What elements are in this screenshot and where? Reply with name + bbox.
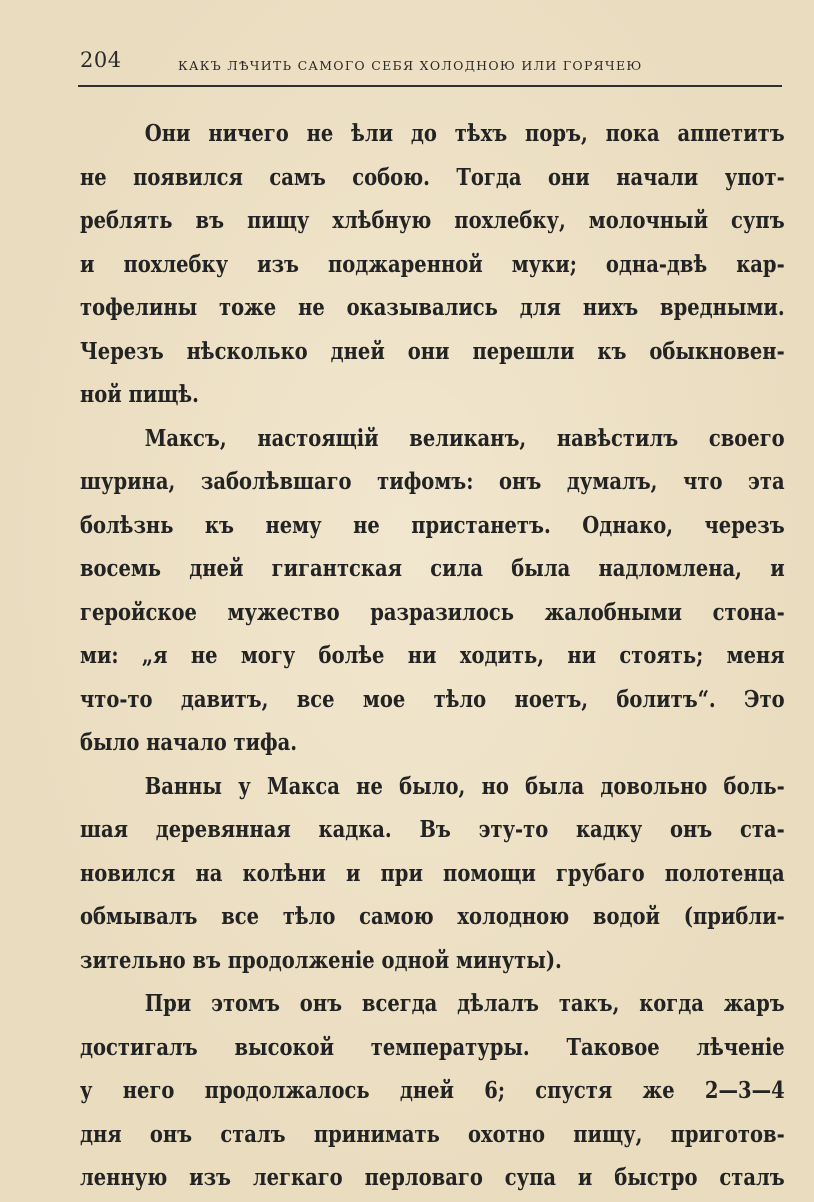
text-line: болѣзнь къ нему не пристанетъ. Однако, черезъ: [80, 510, 785, 539]
text-line: восемь дней гигантская сила была надломлена, и: [80, 554, 785, 582]
text-line: Черезъ нѣсколько дней они перешли къ обыкновен-: [80, 336, 785, 365]
running-title: КАКЪ ЛѢЧИТЬ САМОГО СЕБЯ ХОЛОДНОЮ ИЛИ ГОРЯЧЕЮ: [178, 58, 643, 73]
header-rule: [78, 85, 782, 87]
text-line: Максъ, настоящій великанъ, навѣстилъ своего: [144, 423, 785, 452]
text-line: было начало тифа.: [80, 728, 298, 756]
text-line: геройское мужество разразилось жалобными стона-: [80, 597, 785, 626]
text-line: новился на колѣни и при помощи грубаго полотенца: [80, 858, 785, 887]
text-line: у него продолжалось дней 6; спустя же 2—3—4: [80, 1076, 785, 1104]
text-line: зительно въ продолженіе одной минуты).: [80, 945, 562, 974]
page-number: 204: [80, 48, 122, 72]
text-line: обмывалъ все тѣло самою холодною водой (прибли-: [80, 902, 785, 930]
text-line: дня онъ сталъ принимать охотно пищу, приготов-: [80, 1119, 785, 1148]
text-line: шурина, заболѣвшаго тифомъ: онъ думалъ, что эта: [80, 467, 785, 495]
text-line: реблять въ пищу хлѣбную похлебку, молочный супъ: [80, 206, 785, 234]
text-line: ми: „я не могу болѣе ни ходить, ни стоять; меня: [80, 641, 785, 669]
text-line: тофелины тоже не оказывались для нихъ вредными.: [80, 293, 785, 321]
text-line: ной пищѣ.: [80, 380, 199, 408]
text-line: Ванны у Макса не было, но была довольно боль-: [144, 771, 785, 800]
text-line: При этомъ онъ всегда дѣлалъ такъ, когда жаръ: [144, 989, 785, 1017]
text-line: достигалъ высокой температуры. Таковое лѣченіе: [80, 1032, 785, 1061]
body-text: [80, 112, 785, 1200]
text-lines: [80, 112, 785, 1200]
text-line: ленную изъ легкаго перловаго супа и быстро сталъ: [80, 1163, 785, 1191]
text-line: что-то давитъ, все мое тѣло ноетъ, болитъ“. Это: [80, 684, 785, 713]
text-line: и похлебку изъ поджаренной муки; одна-двѣ кар-: [80, 249, 785, 278]
text-line: шая деревянная кадка. Въ эту-то кадку онъ ста-: [80, 815, 785, 843]
page-header: [80, 48, 780, 78]
text-line: не появился самъ собою. Тогда они начали упот-: [80, 162, 785, 191]
text-line: Они ничего не ѣли до тѣхъ поръ, пока аппетитъ: [144, 119, 785, 147]
